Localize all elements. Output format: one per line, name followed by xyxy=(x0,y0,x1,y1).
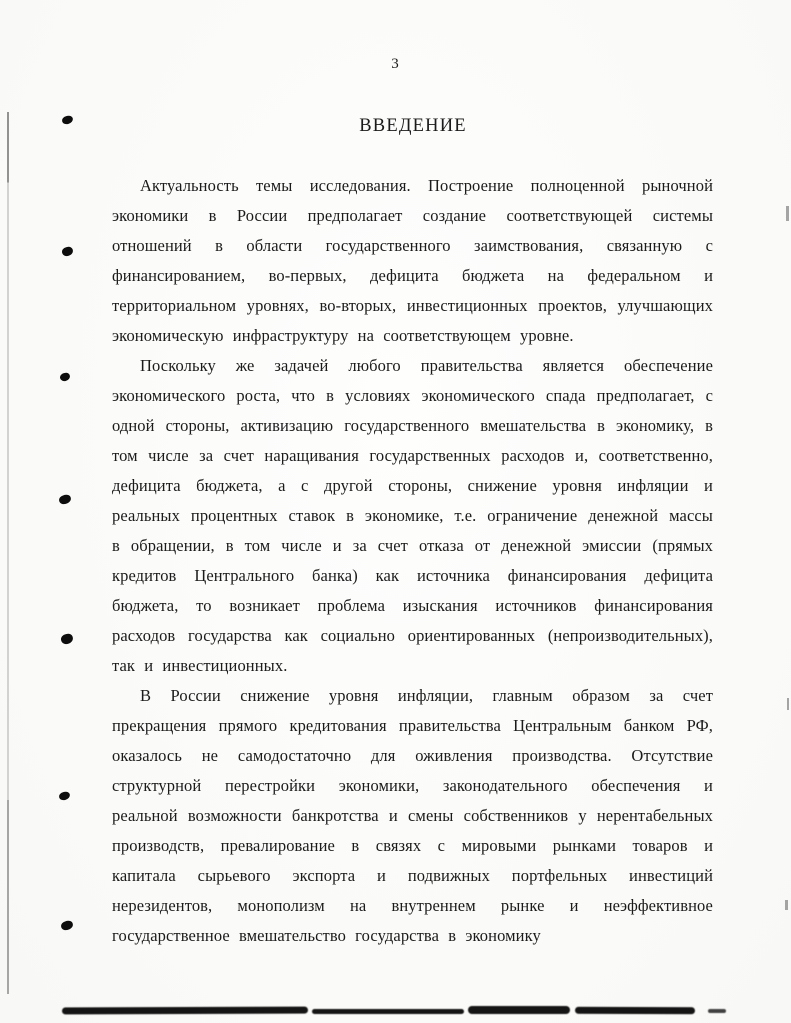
paragraph: Поскольку же задачей любого правительства является обеспечение экономического роста, что в условиях экономического спада предполагает, с одной стороны, активизацию государственного вмешательства в экономику, в том числе за счет наращивания государственных расходов и, соответственно, дефицита бюджета, а с другой стороны, снижение уровня инфляции и реальных процентных ставок в экономике, т.е. ограничение денежной массы в обращении, в том числе и за счет отказа от денежной эмиссии (прямых кредитов Центрального банка) как источника финансирования дефицита бюджета, то возникает проблема изыскания источников финансирования расходов государства как социально ориентированных (непроизводительных), так и инвестиционных. xyxy=(112,356,713,675)
scan-speck xyxy=(61,246,74,257)
scan-smear xyxy=(575,1007,695,1014)
scan-edge-mark xyxy=(787,698,789,710)
page-number: 3 xyxy=(391,56,400,72)
paragraph: В России снижение уровня инфляции, главным образом за счет прекращения прямого кредитования правительства Центральным банком РФ, оказалось не самодостаточно для оживления производства. Отсутствие структурной перестройки экономики, законодательного обеспечения и реальной возможности банкротства и смены собственников у нерентабельных производств, превалирование в связях с мировыми рынками товаров и капитала сырьевого экспорта и подвижных портфельных инвестиций нерезидентов, монополизм на внутреннем рынке и неэффективное государственное вмешательство государства в экономику xyxy=(112,686,713,945)
scan-smear xyxy=(62,1007,308,1015)
scan-edge-mark xyxy=(785,900,788,910)
scan-edge-mark xyxy=(786,206,789,221)
scan-speck xyxy=(60,920,74,932)
scan-edge-line xyxy=(7,112,9,994)
section-title: ВВЕДЕНИЕ xyxy=(359,116,467,136)
scan-speck xyxy=(58,791,71,801)
scan-speck xyxy=(61,115,74,125)
scan-smear xyxy=(708,1009,726,1013)
scan-smear xyxy=(468,1006,570,1014)
scan-speck xyxy=(59,372,71,382)
scan-smear xyxy=(312,1009,464,1014)
scan-speck xyxy=(60,633,74,646)
paragraph: Актуальность темы исследования. Построение полноценной рыночной экономики в России предполагает создание соответствующей системы отношений в области государственного заимствования, связанную с финансированием, во-первых, дефицита бюджета на федеральном и территориальном уровнях, во-вторых, инвестиционных проектов, улучшающих экономическую инфраструктуру на соответствующем уровне. xyxy=(112,176,713,345)
scan-speck xyxy=(58,494,72,506)
body-text xyxy=(112,171,713,951)
